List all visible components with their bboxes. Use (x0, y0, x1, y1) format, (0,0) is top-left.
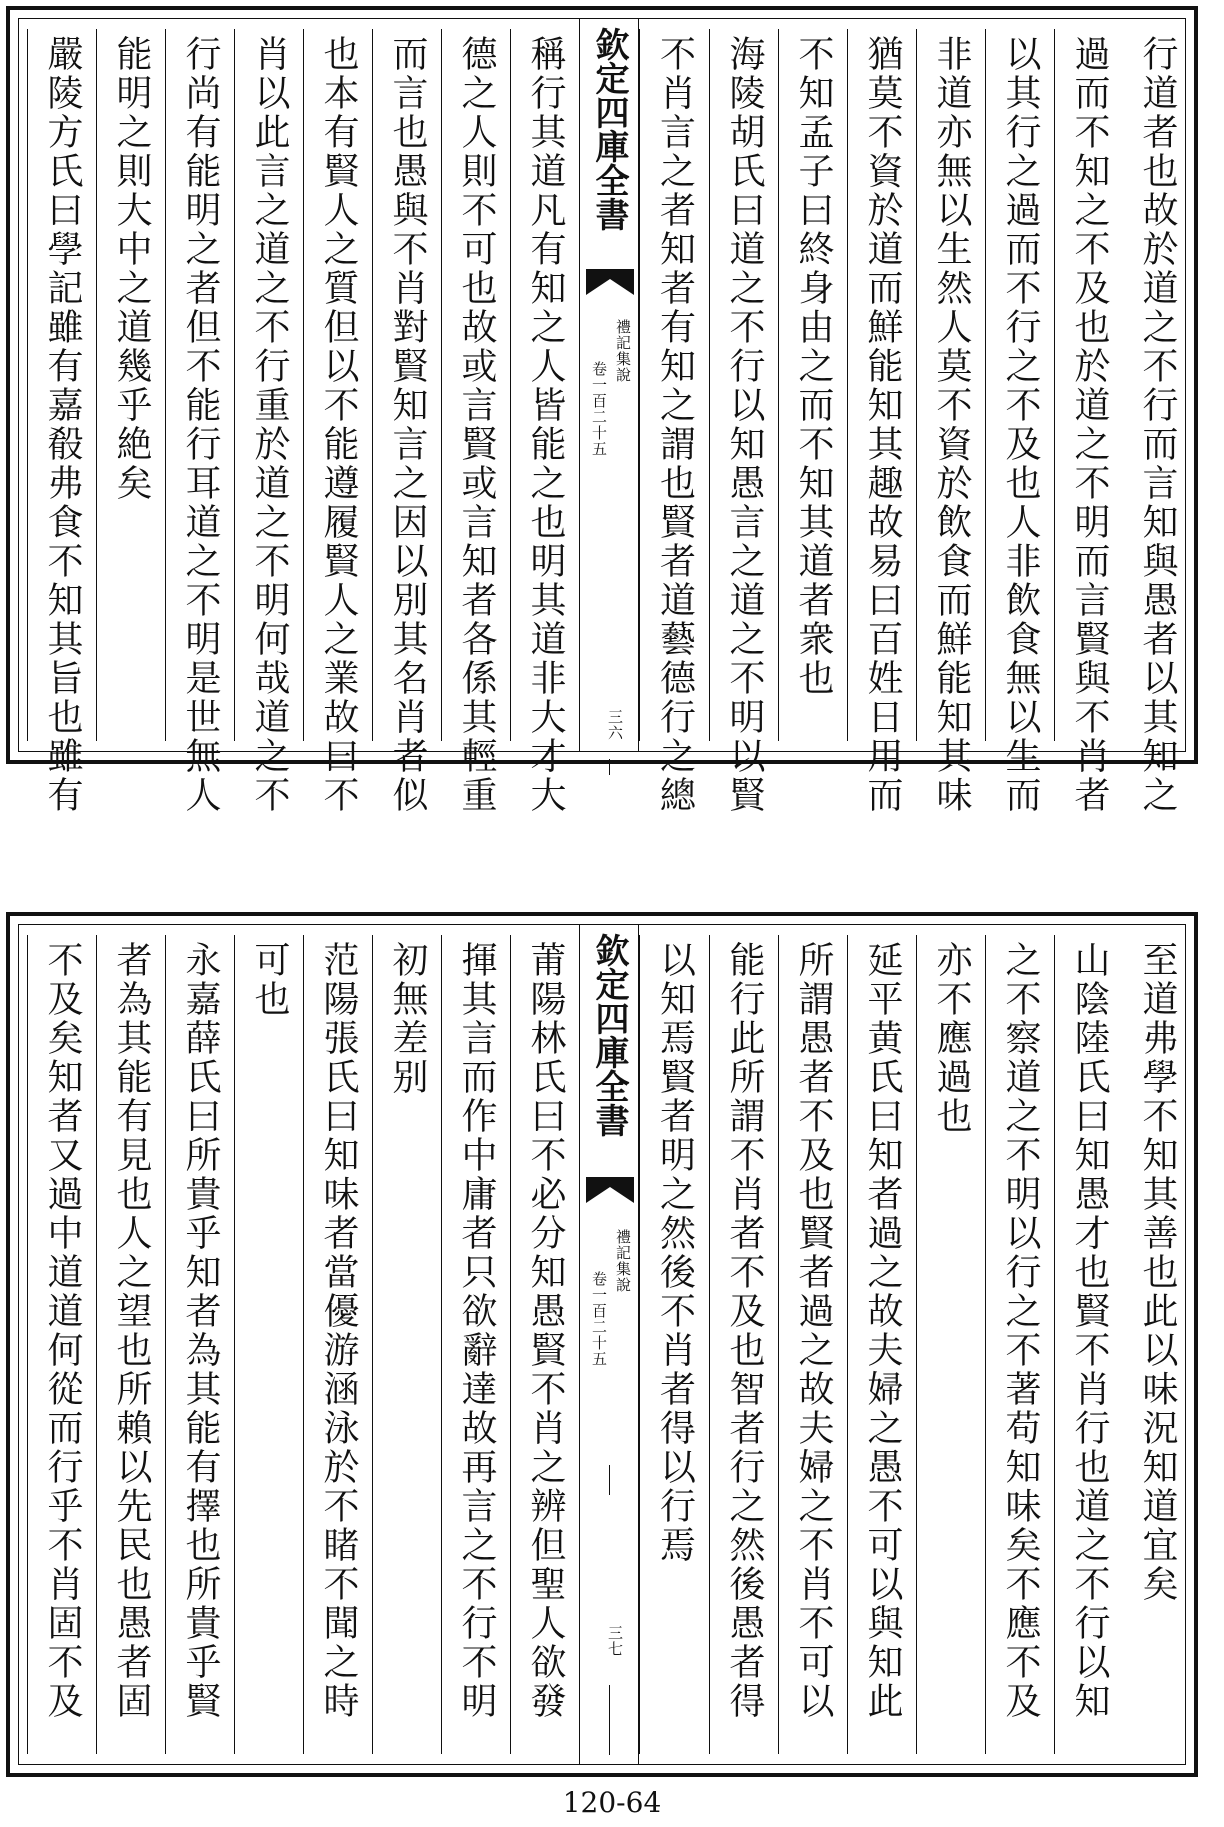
column: 山陰陸氏曰知愚才也賢不肖行也道之不行以知 (1054, 935, 1123, 1754)
column: 范陽張氏曰知味者當優游涵泳於不睹不聞之時 (303, 935, 372, 1754)
banner-page-number: 三七 (606, 1625, 624, 1657)
page-top-frame (18, 18, 1186, 815)
banner-book: 禮記集說 (614, 1229, 632, 1293)
column: 至道弗學不知其善也此以味況知道宜矣 (1137, 941, 1178, 1604)
banner-line (609, 1685, 610, 1755)
banner-line (609, 759, 610, 775)
column: 不及矣知者又過中道道何從而行乎不肖固不及 (27, 935, 96, 1754)
page-bottom-frame (18, 924, 1186, 1765)
fish-tail-mark-icon (586, 1177, 634, 1203)
banner-volume: 卷一百二十五 (590, 361, 608, 457)
column: 可也 (234, 935, 303, 1754)
column: 海陵胡氏曰道之不行以知愚言之道之不明以賢 (709, 29, 778, 741)
column: 稱行其道凡有知之人皆能之也明其道非大才大 (510, 29, 579, 741)
page-footer-number: 120-64 (562, 1786, 662, 1819)
banner-book: 禮記集說 (614, 319, 632, 383)
column: 以知焉賢者明之然後不肖者得以行焉 (639, 935, 709, 1754)
column: 永嘉薛氏曰所貴乎知者為其能有擇也所貴乎賢 (165, 935, 234, 1754)
column: 行道者也故於道之不行而言知與愚者以其知之 (1137, 35, 1178, 815)
column: 延平黄氏曰知者過之故夫婦之愚不可以與知此 (847, 935, 916, 1754)
column: 不肖言之者知者有知之謂也賢者道藝德行之總 (639, 29, 709, 741)
column: 能明之則大中之道幾乎絶矣 (96, 29, 165, 741)
column: 德之人則不可也故或言賢或言知者各係其輕重 (441, 29, 510, 741)
column: 不知孟子曰終身由之而不知其道者衆也 (778, 29, 847, 741)
column: 者為其能有見也人之望也所賴以先民也愚者固 (96, 935, 165, 1754)
banner-title: 欽定四庫全書 (589, 27, 629, 231)
banner-title: 欽定四庫全書 (589, 933, 629, 1137)
page-banner (579, 925, 639, 1764)
banner-volume: 卷一百二十五 (590, 1271, 608, 1367)
page-banner (579, 19, 639, 751)
banner-page-number: 三六 (606, 709, 624, 741)
page-top (6, 6, 1198, 815)
column: 初無差别 (372, 935, 441, 1754)
column: 所謂愚者不及也賢者過之故夫婦之不肖不可以 (778, 935, 847, 1754)
column: 也本有賢人之質但以不能遵履賢人之業故曰不 (303, 29, 372, 741)
page-bottom (6, 912, 1198, 1777)
column: 莆陽林氏曰不必分知愚賢不肖之辨但聖人欲發 (510, 935, 579, 1754)
banner-line (609, 1465, 610, 1495)
column: 揮其言而作中庸者只欲辭達故再言之不行不明 (441, 935, 510, 1754)
column: 行尚有能明之者但不能行耳道之不明是世無人 (165, 29, 234, 741)
column: 能行此所謂不肖者不及也智者行之然後愚者得 (709, 935, 778, 1754)
column: 非道亦無以生然人莫不資於飲食而鮮能知其味 (916, 29, 985, 741)
column: 以其行之過而不行之不及也人非飲食無以生而 (985, 29, 1054, 741)
column: 而言也愚與不肖對賢知言之因以別其名肖者似 (372, 29, 441, 741)
column: 之不察道之不明以行之不著苟知味矣不應不及 (985, 935, 1054, 1754)
column: 過而不知之不及也於道之不明而言賢與不肖者 (1054, 29, 1123, 741)
column: 猶莫不資於道而鮮能知其趣故易曰百姓日用而 (847, 29, 916, 741)
column: 肖以此言之道之不行重於道之不明何哉道之不 (234, 29, 303, 741)
fish-tail-mark-icon (586, 269, 634, 295)
column: 亦不應過也 (916, 935, 985, 1754)
column: 嚴陵方氏曰學記雖有嘉殽弗食不知其旨也雖有 (27, 29, 96, 741)
